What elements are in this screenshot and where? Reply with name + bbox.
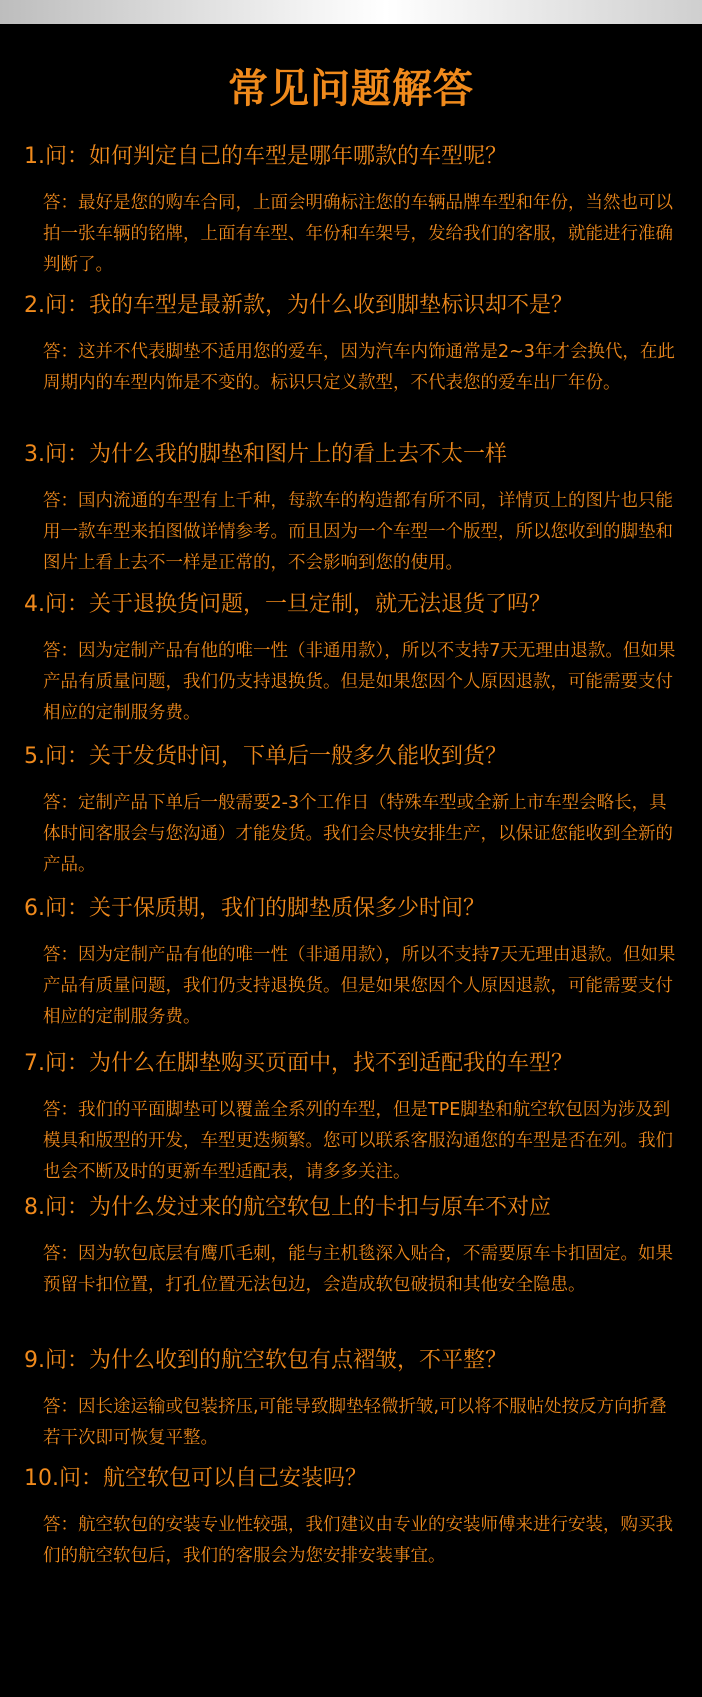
faq-answer: 答：航空软包的安装专业性较强，我们建议由专业的安装师傅来进行安装，购买我们的航空软包后，我们的客服会为您安排安装事宜。 [43,1515,673,1566]
faq-question: 3.问：为什么我的脚垫和图片上的看上去不太一样 [24,442,507,467]
faq-answer: 答：我们的平面脚垫可以覆盖全系列的车型，但是TPE脚垫和航空软包因为涉及到模具和版型的开发，车型更迭频繁。您可以联系客服沟通您的车型是否在列。我们也会不断及时的更新车型适配表，请多多关注。 [43,1100,673,1182]
faq-answer: 答：这并不代表脚垫不适用您的爱车，因为汽车内饰通常是2~3年才会换代，在此周期内的车型内饰是不变的。标识只定义款型，不代表您的爱车出厂年份。 [43,342,675,393]
faq-question: 9.问：为什么收到的航空软包有点褶皱，不平整？ [24,1348,507,1373]
faq-question: 6.问：关于保质期，我们的脚垫质保多少时间？ [24,896,485,921]
top-banner-strip [0,0,702,24]
faq-question: 4.问：关于退换货问题，一旦定制，就无法退货了吗？ [24,592,551,617]
faq-question: 2.问：我的车型是最新款，为什么收到脚垫标识却不是？ [24,293,573,318]
faq-question: 1.问：如何判定自己的车型是哪年哪款的车型呢？ [24,144,507,169]
faq-question: 10.问：航空软包可以自己安装吗？ [24,1466,367,1491]
faq-answer: 答：因为定制产品有他的唯一性（非通用款），所以不支持7天无理由退款。但如果产品有质量问题，我们仍支持退换货。但是如果您因个人原因退款，可能需要支付相应的定制服务费。 [43,945,676,1027]
faq-question: 5.问：关于发货时间，下单后一般多久能收到货？ [24,744,507,769]
faq-answer: 答：因为软包底层有鹰爪毛刺，能与主机毯深入贴合，不需要原车卡扣固定。如果预留卡扣位置，打孔位置无法包边，会造成软包破损和其他安全隐患。 [43,1244,673,1295]
faq-question: 8.问：为什么发过来的航空软包上的卡扣与原车不对应 [24,1195,551,1220]
faq-question: 7.问：为什么在脚垫购买页面中，找不到适配我的车型？ [24,1051,573,1076]
page-title: 常见问题解答 [228,66,474,112]
faq-answer: 答：最好是您的购车合同，上面会明确标注您的车辆品牌车型和年份，当然也可以拍一张车辆的铭牌，上面有车型、年份和车架号，发给我们的客服，就能进行准确判断了。 [43,193,673,275]
faq-answer: 答：国内流通的车型有上千种，每款车的构造都有所不同，详情页上的图片也只能用一款车型来拍图做详情参考。而且因为一个车型一个版型，所以您收到的脚垫和图片上看上去不一样是正常的，不会影响到您的使用。 [43,491,673,573]
faq-answer: 答：因为定制产品有他的唯一性（非通用款），所以不支持7天无理由退款。但如果产品有质量问题，我们仍支持退换货。但是如果您因个人原因退款，可能需要支付相应的定制服务费。 [43,641,676,723]
faq-answer: 答：定制产品下单后一般需要2-3个工作日（特殊车型或全新上市车型会略长，具体时间客服会与您沟通）才能发货。我们会尽快安排生产，以保证您能收到全新的产品。 [43,793,673,875]
faq-answer: 答：因长途运输或包装挤压,可能导致脚垫轻微折皱,可以将不服帖处按反方向折叠若干次即可恢复平整。 [43,1397,667,1448]
